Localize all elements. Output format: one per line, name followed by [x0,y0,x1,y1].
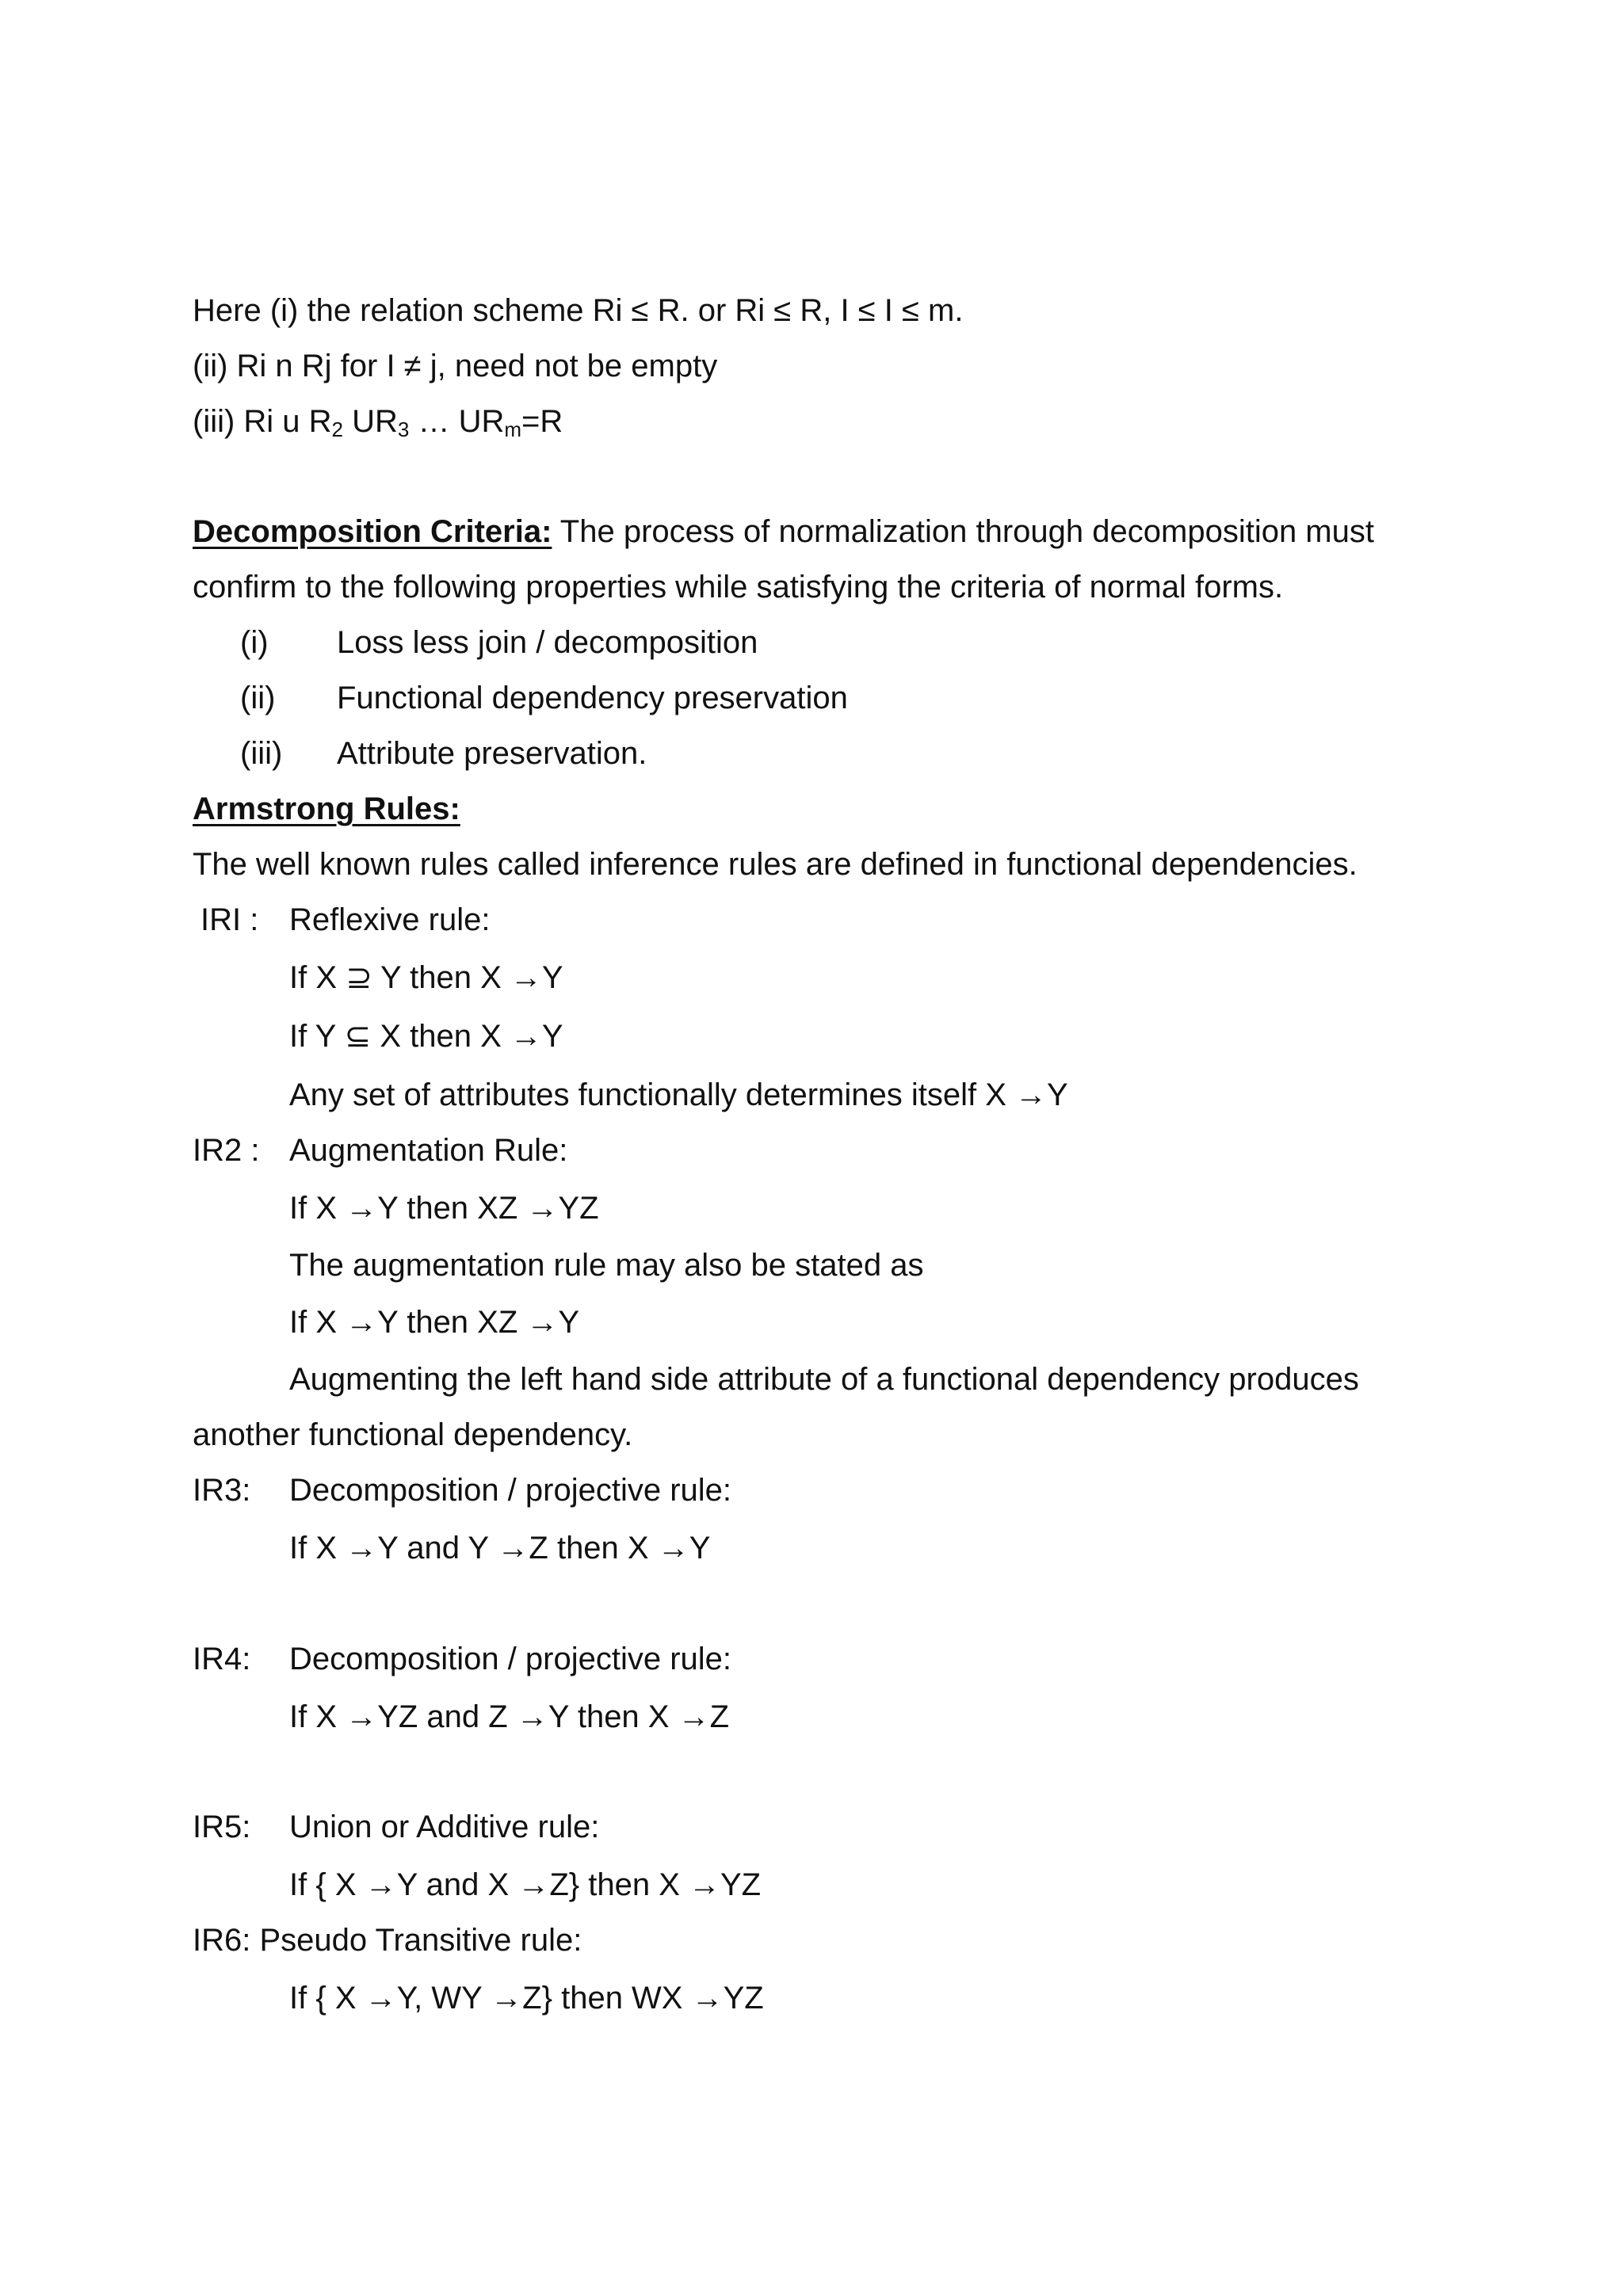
rule-label-ir4: IR4: [193,1642,251,1676]
rule-name-ir3: Decomposition / projective rule: [289,1473,732,1508]
rule-label-ir1: IRI : [200,902,259,937]
rule-line: If X →YZ and Z →Y then X →Z [289,1699,730,1734]
rule-label-ir3: IR3: [193,1473,251,1508]
decomposition-heading: Decomposition Criteria: [193,514,552,549]
armstrong-heading: Armstrong Rules: [193,791,460,826]
list-item-number: (iii) [240,736,283,771]
rule-line: If { X →Y, WY →Z} then WX →YZ [289,1981,764,2016]
rule-line-continuation: another functional dependency. [193,1417,633,1452]
rule-title-ir6: IR6: Pseudo Transitive rule: [193,1923,582,1958]
intro-line-2: (ii) Ri n Rj for I ≠ j, need not be empty [193,349,718,383]
rule-line: If X ⊇ Y then X →Y [289,960,563,995]
rule-line: If X →Y and Y →Z then X →Y [289,1531,711,1566]
decomposition-paragraph-cont: confirm to the following properties while satisfying the criteria of normal forms. [193,570,1284,605]
rule-line: If Y ⊆ X then X →Y [289,1019,563,1054]
rule-label-ir2: IR2 : [193,1133,260,1168]
rule-name-ir4: Decomposition / projective rule: [289,1642,732,1676]
rule-name-ir1: Reflexive rule: [289,902,491,937]
rule-line: If X →Y then XZ →Y [289,1305,580,1340]
list-item: Loss less join / decomposition [337,625,758,660]
list-item-number: (i) [240,625,269,660]
rule-line: If X →Y then XZ →YZ [289,1191,599,1226]
intro-line-1: Here (i) the relation scheme Ri ≤ R. or Ri ≤ R, I ≤ I ≤ m. [193,293,964,328]
decomposition-paragraph: Decomposition Criteria: The process of normalization through decomposition must [193,514,1374,549]
rule-label-ir5: IR5: [193,1810,251,1844]
list-item: Attribute preservation. [337,736,647,771]
list-item: Functional dependency preservation [337,681,848,715]
rule-line: If { X →Y and X →Z} then X →YZ [289,1867,762,1902]
intro-line-3: (iii) Ri u $R_2$ $UR_3$ … $UR_m=R$ [193,404,563,441]
list-item-number: (ii) [240,681,276,715]
rule-name-ir2: Augmentation Rule: [289,1133,568,1168]
rule-line: The augmentation rule may also be stated as [289,1248,924,1283]
armstrong-intro: The well known rules called inference rules are defined in functional dependencies. [193,847,1358,882]
rule-line: Augmenting the left hand side attribute of a functional dependency produces [289,1362,1359,1397]
rule-line: Any set of attributes functionally determines itself X →Y [289,1077,1068,1112]
rule-name-ir5: Union or Additive rule: [289,1810,600,1844]
